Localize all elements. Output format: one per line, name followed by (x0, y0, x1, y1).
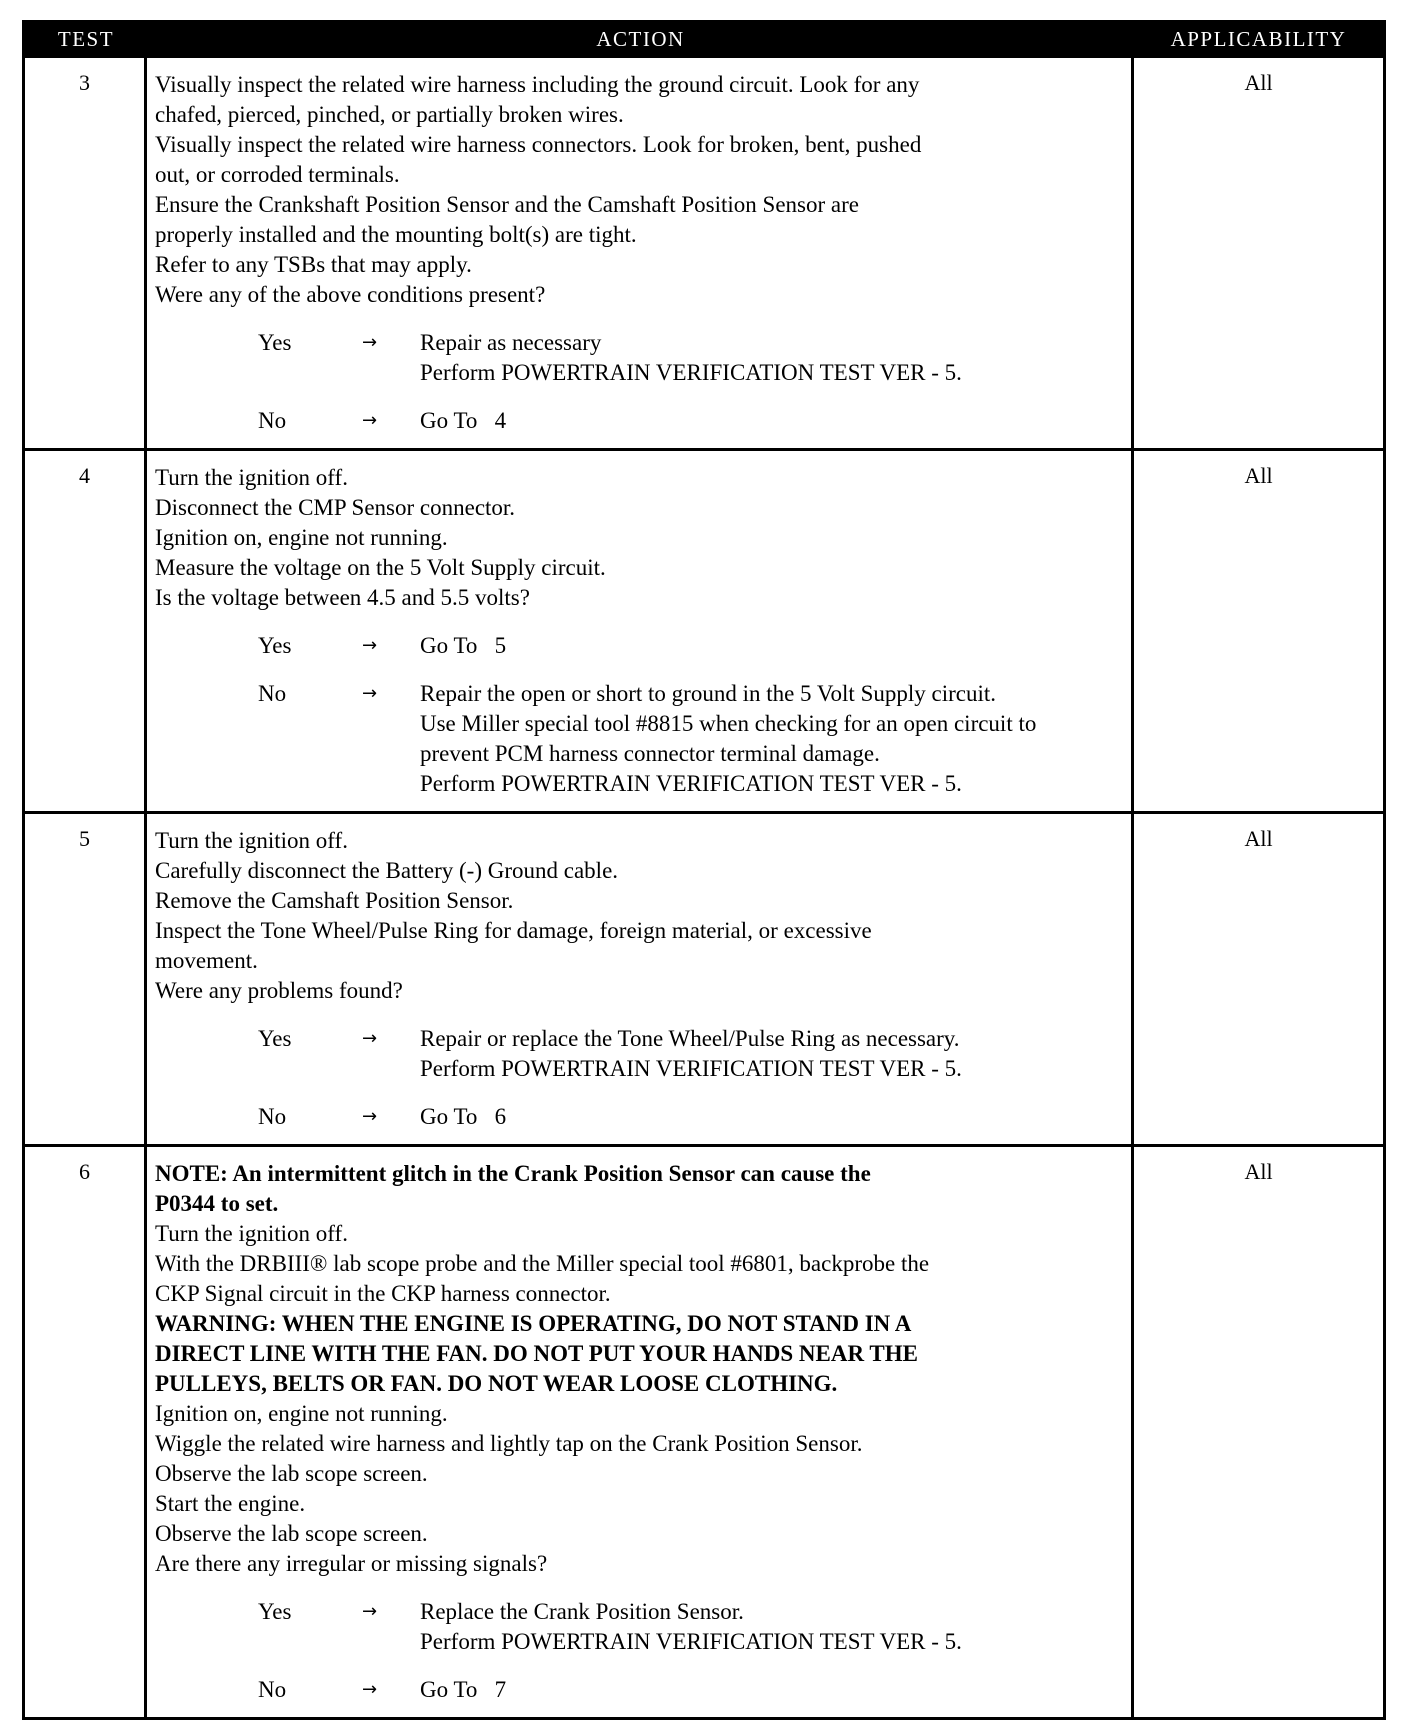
action-line: Were any problems found? (155, 978, 403, 1003)
action-line: Were any of the above conditions present? (155, 282, 546, 307)
test-row-4 (25, 448, 1383, 811)
test-row-5 (25, 811, 1383, 1144)
outcome-line: Go To 4 (420, 408, 507, 433)
action-line: Turn the ignition off. (155, 828, 348, 853)
action-cell (147, 814, 1134, 1144)
action-line: With the DRBIII® lab scope probe and the Miller special tool #6801, backprobe the (155, 1251, 930, 1276)
action-line: out, or corroded terminals. (155, 162, 400, 187)
outcome-line: Repair or replace the Tone Wheel/Pulse Ring as necessary. (420, 1026, 960, 1051)
action-line: properly installed and the mounting bolt(s) are tight. (155, 222, 637, 247)
action-line: chafed, pierced, pinched, or partially broken wires. (155, 102, 624, 127)
action-line: Is the voltage between 4.5 and 5.5 volts? (155, 585, 530, 610)
outcome-line: Perform POWERTRAIN VERIFICATION TEST VER - 5. (420, 1056, 962, 1081)
right-arrow-icon: → (362, 410, 378, 431)
no-outcome (420, 1675, 1125, 1705)
decision-branches (155, 631, 1125, 799)
action-line: Disconnect the CMP Sensor connector. (155, 495, 516, 520)
yes-outcome (420, 1597, 1125, 1657)
yes-branch (258, 328, 1125, 388)
right-arrow-icon: → (362, 1601, 378, 1622)
action-line: Refer to any TSBs that may apply. (155, 252, 472, 277)
right-arrow-icon: → (362, 635, 378, 656)
right-arrow-icon: → (362, 1106, 378, 1127)
outcome-line: Replace the Crank Position Sensor. (420, 1599, 744, 1624)
test-row-3 (25, 55, 1383, 448)
action-line: Turn the ignition off. (155, 1221, 348, 1246)
outcome-line: Go To 6 (420, 1104, 507, 1129)
test-number: 4 (25, 451, 147, 811)
test-number: 5 (25, 814, 147, 1144)
action-line: Turn the ignition off. (155, 465, 348, 490)
diagnostic-test-table (22, 20, 1386, 1720)
action-line: movement. (155, 948, 258, 973)
action-line: Observe the lab scope screen. (155, 1461, 428, 1486)
decision-branches (155, 1597, 1125, 1705)
test-number: 6 (25, 1147, 147, 1717)
right-arrow-icon: → (362, 1028, 378, 1049)
outcome-line: Go To 5 (420, 633, 507, 658)
warning-line: DIRECT LINE WITH THE FAN. DO NOT PUT YOUR HANDS NEAR THE (155, 1341, 918, 1366)
no-label: No (258, 681, 287, 706)
action-line: Wiggle the related wire harness and lightly tap on the Crank Position Sensor. (155, 1431, 863, 1456)
outcome-line: Perform POWERTRAIN VERIFICATION TEST VER - 5. (420, 360, 962, 385)
yes-label: Yes (258, 330, 292, 355)
yes-branch (258, 1024, 1125, 1084)
warning-line: PULLEYS, BELTS OR FAN. DO NOT WEAR LOOSE CLOTHING. (155, 1371, 838, 1396)
applicability-value: All (1244, 1159, 1273, 1184)
note-line: P0344 to set. (155, 1191, 279, 1216)
no-branch (258, 1102, 1125, 1132)
no-branch (258, 406, 1125, 436)
yes-branch (258, 1597, 1125, 1657)
action-cell (147, 58, 1134, 448)
outcome-line: Repair the open or short to ground in the 5 Volt Supply circuit. (420, 681, 996, 706)
header-test: TEST (57, 26, 115, 51)
decision-branches (155, 328, 1125, 436)
outcome-line: Perform POWERTRAIN VERIFICATION TEST VER - 5. (420, 1629, 962, 1654)
outcome-line: prevent PCM harness connector terminal damage. (420, 741, 880, 766)
action-line: Remove the Camshaft Position Sensor. (155, 888, 514, 913)
applicability-value: All (1244, 463, 1273, 488)
yes-label: Yes (258, 1026, 292, 1051)
action-line: Observe the lab scope screen. (155, 1521, 428, 1546)
action-line: Measure the voltage on the 5 Volt Supply circuit. (155, 555, 606, 580)
action-line: Start the engine. (155, 1491, 306, 1516)
action-line: Ignition on, engine not running. (155, 525, 448, 550)
test-number: 3 (25, 58, 147, 448)
no-label: No (258, 1104, 287, 1129)
right-arrow-icon: → (362, 332, 378, 353)
action-cell (147, 451, 1134, 811)
action-cell (147, 1147, 1134, 1717)
note-line: NOTE: An intermittent glitch in the Crank Position Sensor can cause the (155, 1161, 871, 1186)
action-line: Are there any irregular or missing signals? (155, 1551, 548, 1576)
no-branch (258, 679, 1125, 799)
no-label: No (258, 408, 287, 433)
right-arrow-icon: → (362, 1679, 378, 1700)
outcome-line: Repair as necessary (420, 330, 602, 355)
table-header (25, 23, 1383, 55)
no-outcome (420, 679, 1125, 799)
no-label: No (258, 1677, 287, 1702)
no-branch (258, 1675, 1125, 1705)
yes-branch (258, 631, 1125, 661)
outcome-line: Use Miller special tool #8815 when checking for an open circuit to (420, 711, 1037, 736)
applicability-value: All (1244, 826, 1273, 851)
action-line: Visually inspect the related wire harness including the ground circuit. Look for any (155, 72, 920, 97)
no-outcome (420, 406, 1125, 436)
test-row-6 (25, 1144, 1383, 1717)
action-line: Visually inspect the related wire harness connectors. Look for broken, bent, pushed (155, 132, 922, 157)
applicability-value: All (1244, 70, 1273, 95)
action-line: Ignition on, engine not running. (155, 1401, 448, 1426)
action-line: Inspect the Tone Wheel/Pulse Ring for damage, foreign material, or excessive (155, 918, 872, 943)
header-applicability: APPLICABILITY (1170, 26, 1347, 51)
outcome-line: Go To 7 (420, 1677, 507, 1702)
header-action: ACTION (596, 26, 685, 51)
warning-line: WARNING: WHEN THE ENGINE IS OPERATING, DO NOT STAND IN A (155, 1311, 912, 1336)
action-line: CKP Signal circuit in the CKP harness connector. (155, 1281, 611, 1306)
yes-label: Yes (258, 633, 292, 658)
yes-outcome (420, 1024, 1125, 1084)
no-outcome (420, 1102, 1125, 1132)
right-arrow-icon: → (362, 683, 378, 704)
decision-branches (155, 1024, 1125, 1132)
action-line: Carefully disconnect the Battery (-) Ground cable. (155, 858, 619, 883)
yes-outcome (420, 631, 1125, 661)
outcome-line: Perform POWERTRAIN VERIFICATION TEST VER - 5. (420, 771, 962, 796)
yes-label: Yes (258, 1599, 292, 1624)
yes-outcome (420, 328, 1125, 388)
action-line: Ensure the Crankshaft Position Sensor and the Camshaft Position Sensor are (155, 192, 859, 217)
